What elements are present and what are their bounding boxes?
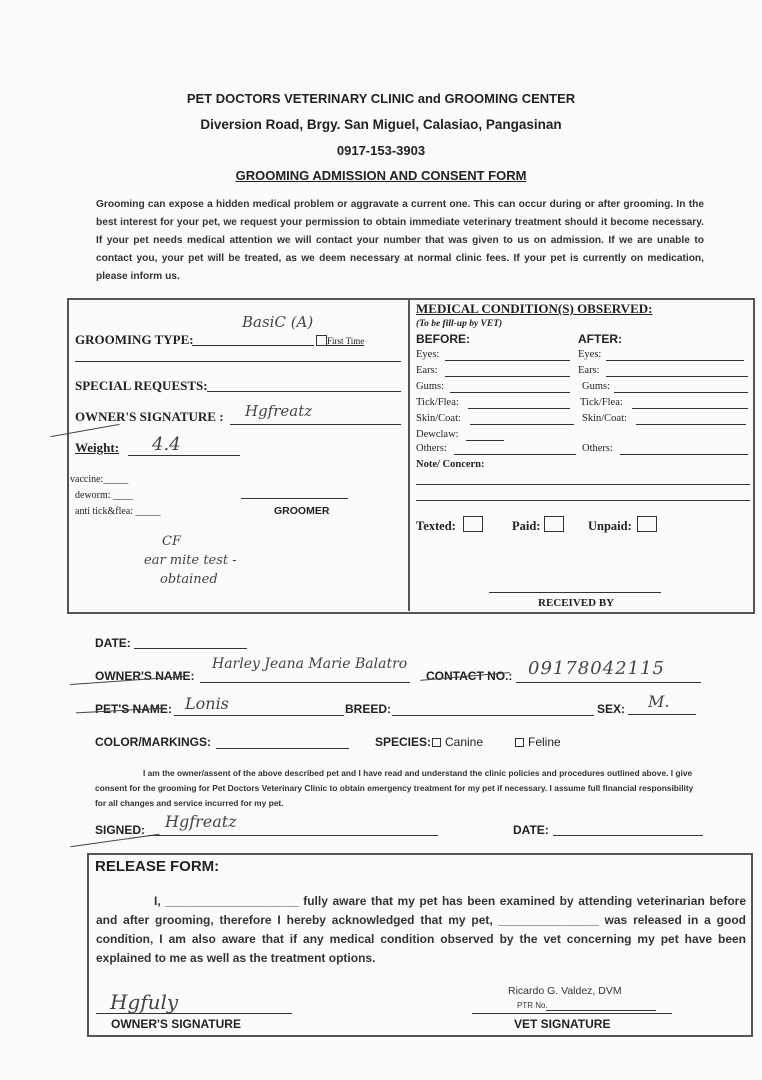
- after-ears-line[interactable]: [606, 376, 748, 377]
- vet-signature-label: VET SIGNATURE: [514, 1017, 611, 1031]
- ptr-label: PTR No.: [517, 1001, 548, 1010]
- groomer-line: [241, 498, 348, 499]
- feline-option[interactable]: [515, 735, 561, 749]
- before-tick-line[interactable]: [468, 408, 570, 409]
- date-line[interactable]: [134, 648, 247, 649]
- clinic-address: Diversion Road, Brgy. San Miguel, Calasiao, Pangasinan: [200, 117, 562, 132]
- others-before-line[interactable]: [454, 454, 576, 455]
- signed-line[interactable]: [148, 835, 438, 836]
- form-title: GROOMING ADMISSION AND CONSENT FORM: [235, 168, 527, 183]
- weight-line: [128, 455, 240, 456]
- note-line-b[interactable]: [416, 500, 750, 501]
- consent-date-label: DATE:: [513, 823, 549, 837]
- deworm-label: deworm: ____: [75, 490, 134, 501]
- grooming-type-line: [192, 345, 314, 346]
- signed-value[interactable]: Hgfreatz: [165, 812, 237, 831]
- breed-label: BREED:: [345, 702, 392, 716]
- others-after-label: Others:: [582, 443, 613, 454]
- canine-checkbox[interactable]: [432, 738, 441, 747]
- note-line-a[interactable]: [416, 484, 750, 485]
- paid-checkbox[interactable]: [544, 516, 564, 532]
- pet-name-line[interactable]: [174, 715, 344, 716]
- before-eyes-line[interactable]: [445, 360, 570, 361]
- texted-checkbox[interactable]: [463, 516, 483, 532]
- owner-signature-line: [230, 424, 401, 425]
- dewclaw-line[interactable]: [466, 440, 504, 441]
- pet-name-value[interactable]: Lonis: [185, 694, 229, 713]
- before-skin-label: Skin/Coat:: [416, 413, 461, 424]
- after-label: AFTER:: [578, 332, 622, 346]
- grooming-line-2: [75, 361, 401, 362]
- clinic-phone: 0917-153-3903: [336, 143, 426, 158]
- note-line-2: ear mite test -: [144, 553, 237, 568]
- pet-name-label: PET'S NAME:: [95, 702, 172, 716]
- after-tick-label: Tick/Flea:: [580, 397, 623, 408]
- before-skin-line[interactable]: [470, 424, 574, 425]
- breed-line[interactable]: [392, 715, 594, 716]
- owner-release-line[interactable]: [96, 1013, 292, 1014]
- sex-value[interactable]: M.: [648, 692, 670, 711]
- groomer-label: GROOMER: [274, 505, 330, 517]
- owner-release-signature[interactable]: Hgfuly: [110, 990, 179, 1014]
- owner-signature-value[interactable]: Hgfreatz: [245, 402, 313, 420]
- after-tick-line[interactable]: [632, 408, 748, 409]
- others-after-line[interactable]: [620, 454, 748, 455]
- special-requests-line: [207, 391, 401, 392]
- contact-label: CONTACT NO.:: [426, 669, 513, 683]
- after-gums-line[interactable]: [614, 392, 748, 393]
- vaccine-label: vaccine:_____: [70, 474, 129, 485]
- owner-release-signature-label: OWNER'S SIGNATURE: [111, 1017, 241, 1031]
- owner-name-line[interactable]: [200, 682, 410, 683]
- vet-name: Ricardo G. Valdez, DVM: [508, 985, 622, 997]
- after-eyes-label: Eyes:: [578, 349, 602, 360]
- note-concern-label: Note/ Concern:: [416, 459, 485, 470]
- anti-tick-label: anti tick&flea: _____: [75, 506, 161, 517]
- note-line-3: obtained: [160, 572, 218, 587]
- signed-label: SIGNED:: [95, 823, 146, 837]
- ptr-line[interactable]: [546, 1010, 656, 1011]
- unpaid-checkbox[interactable]: [637, 516, 657, 532]
- after-eyes-line[interactable]: [606, 360, 744, 361]
- special-requests-label: SPECIAL REQUESTS:: [75, 378, 208, 393]
- dewclaw-label: Dewclaw:: [416, 429, 459, 440]
- vet-signature-line[interactable]: [472, 1013, 672, 1014]
- consent-date-line[interactable]: [553, 835, 703, 836]
- sex-label: SEX:: [597, 702, 626, 716]
- before-gums-label: Gums:: [416, 381, 445, 392]
- owner-name-value[interactable]: Harley Jeana Marie Balatro: [212, 656, 408, 672]
- after-gums-label: Gums:: [582, 381, 611, 392]
- contact-line[interactable]: [516, 682, 701, 683]
- feline-label: Feline: [528, 735, 561, 749]
- contact-value[interactable]: 09178042115: [528, 658, 665, 679]
- received-by-label: RECEIVED BY: [538, 597, 615, 609]
- note-line-1: CF: [162, 534, 181, 549]
- intro-paragraph: Grooming can expose a hidden medical problem or aggravate a current one. This can occur during or after grooming. In the best interest for your pet, we request your permission to obtain immediate veterinary treatment should it become necessary. If your pet needs medical attention we will contact your number that was given to us on admission. If we are unable to contact you, your pet will be treated, as we deem necessary at normal clinic fees. If your pet is currently on medication, please inform us.: [96, 199, 704, 282]
- color-markings-label: COLOR/MARKINGS:: [95, 735, 211, 749]
- release-title: RELEASE FORM:: [95, 858, 220, 875]
- texted-label: Texted:: [416, 519, 456, 533]
- date-label: DATE:: [95, 636, 131, 650]
- canine-label: Canine: [445, 735, 484, 749]
- before-label: BEFORE:: [416, 332, 470, 346]
- medical-subtitle: (To be fill-up by VET): [416, 319, 503, 329]
- consent-text: I am the owner/assent of the above described pet and I have read and understand the clinic policies and procedures outlined above. I give consent for the grooming for Pet Doctors Veterinary Clinic to obtain emergency treatment for my pet if necessary. I assume full financial responsibility for all changes and service incurred for my pet.: [95, 768, 694, 808]
- feline-checkbox[interactable]: [515, 738, 524, 747]
- clinic-name: PET DOCTORS VETERINARY CLINIC and GROOMING CENTER: [186, 91, 576, 106]
- medical-title: MEDICAL CONDITION(S) OBSERVED:: [416, 301, 653, 316]
- first-time-checkbox[interactable]: [316, 335, 327, 346]
- received-by-line[interactable]: [489, 592, 661, 593]
- unpaid-label: Unpaid:: [588, 519, 632, 533]
- grooming-type-label: GROOMING TYPE:: [75, 332, 194, 347]
- after-ears-label: Ears:: [578, 365, 600, 376]
- canine-option[interactable]: [432, 735, 483, 749]
- before-tick-label: Tick/Flea:: [416, 397, 459, 408]
- paid-label: Paid:: [512, 519, 541, 533]
- sex-line[interactable]: [628, 714, 696, 715]
- species-label: SPECIES:: [375, 735, 432, 749]
- release-text: I, ____________________ fully aware that my pet has been examined by attending veterinarian before and after grooming, therefore I hereby acknowledged that my pet, _______________ was released in a good condition, I am also aware that if any medical condition observed by the vet concerning my pet have been explained to me as well as the treatment options.: [96, 894, 746, 965]
- grooming-type-value[interactable]: BasiC (A): [242, 313, 314, 331]
- owner-signature-label: OWNER'S SIGNATURE :: [75, 409, 224, 424]
- owner-name-label: OWNER'S NAME:: [95, 669, 195, 683]
- before-gums-line[interactable]: [450, 392, 570, 393]
- weight-value[interactable]: 4.4: [152, 434, 181, 455]
- weight-label: Weight:: [75, 440, 120, 455]
- others-label: Others:: [416, 443, 447, 454]
- box-divider: [408, 299, 410, 611]
- before-ears-line[interactable]: [445, 376, 570, 377]
- before-eyes-label: Eyes:: [416, 349, 440, 360]
- after-skin-label: Skin/Coat:: [582, 413, 627, 424]
- color-markings-line[interactable]: [216, 748, 349, 749]
- before-ears-label: Ears:: [416, 365, 438, 376]
- after-skin-line[interactable]: [636, 424, 746, 425]
- first-time-label: First Time: [327, 336, 365, 346]
